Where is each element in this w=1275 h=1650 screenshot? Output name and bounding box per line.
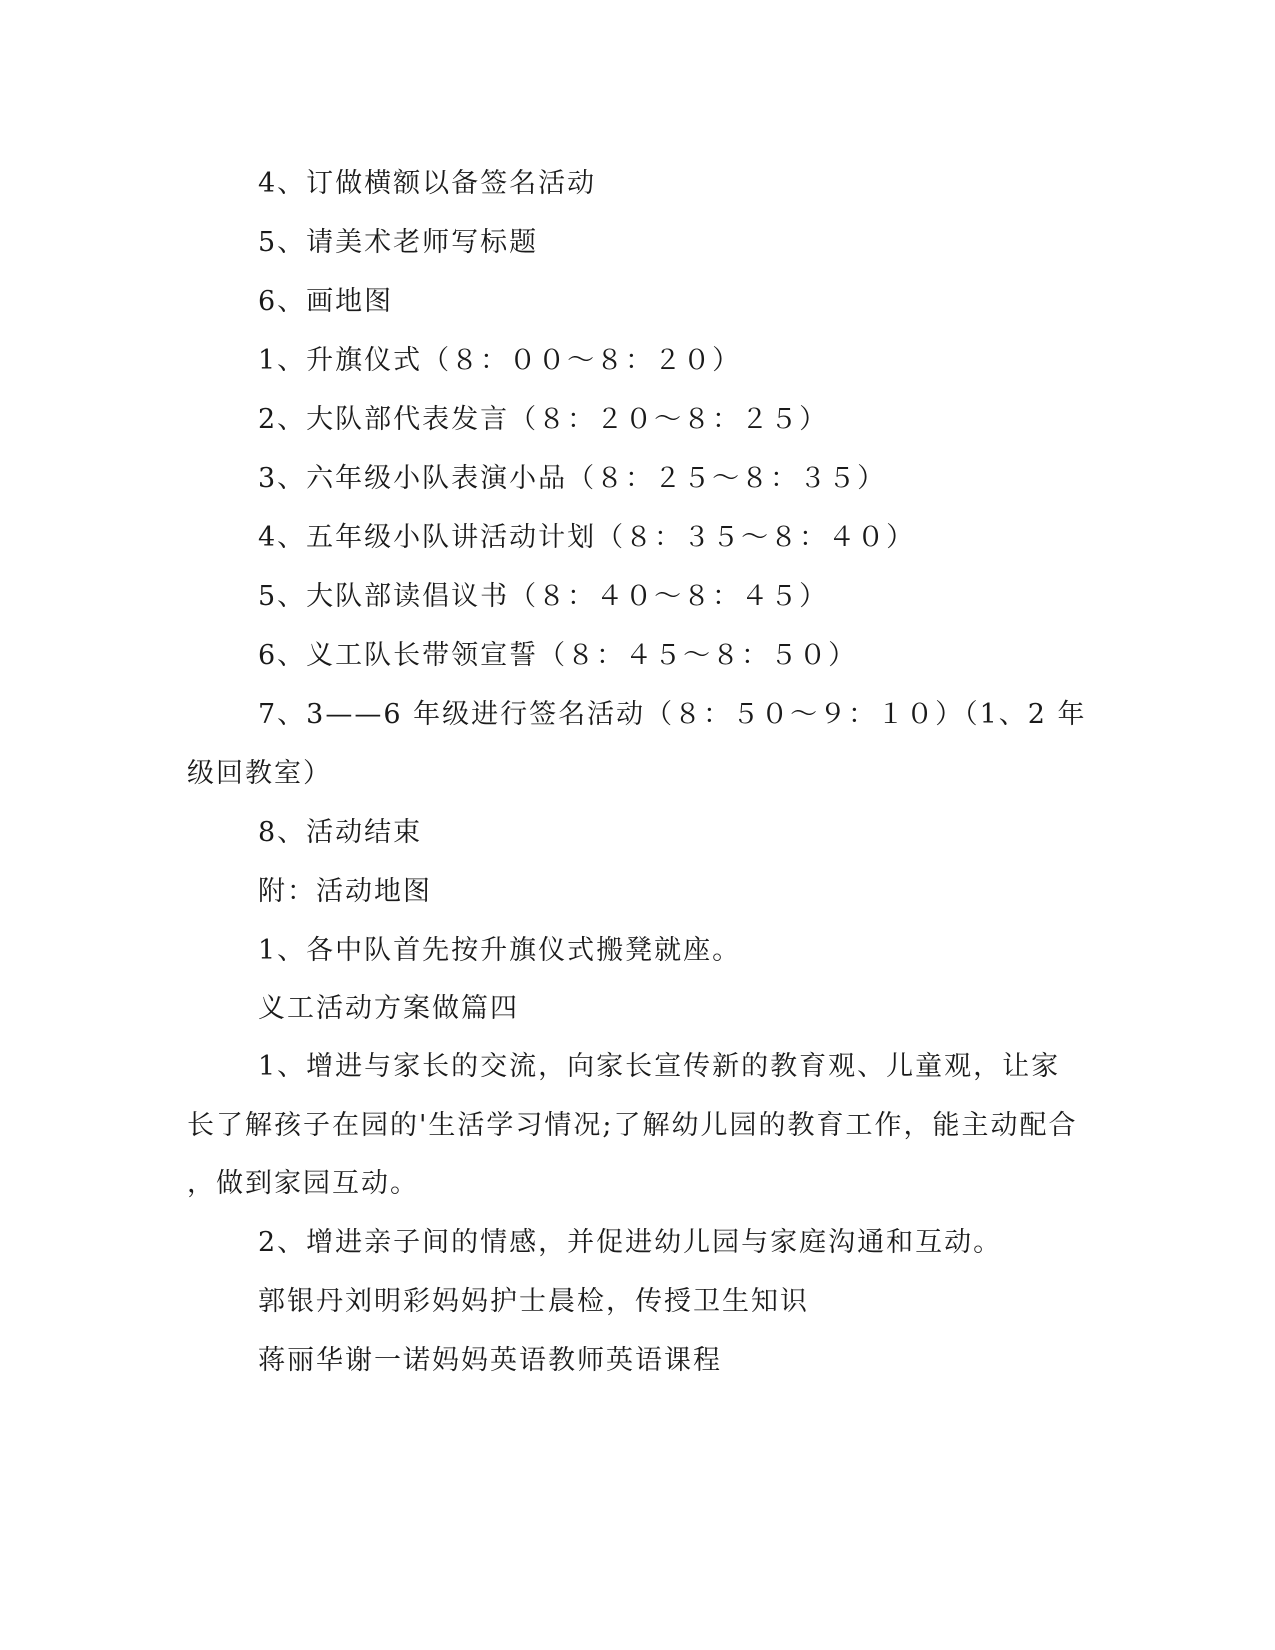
paragraph: 蒋丽华谢一诺妈妈英语教师英语课程 [258,1345,722,1376]
paragraph: 7、3——6 年级进行签名活动（８：５０～９：１０）（1、2 年 [258,699,1087,730]
paragraph: 2、大队部代表发言（８：２０～８：２５） [258,404,829,435]
paragraph: 5、大队部读倡议书（８：４０～８：４５） [258,581,829,612]
paragraph: 附：活动地图 [258,876,432,907]
paragraph: 8、活动结束 [258,817,423,848]
paragraph: 1、各中队首先按升旗仪式搬凳就座。 [258,935,742,966]
paragraph: 1、增进与家长的交流，向家长宣传新的教育观、儿童观，让家 [258,1051,1061,1082]
paragraph: 3、六年级小队表演小品（８：２５～８：３５） [258,463,887,494]
paragraph-continuation: ，做到家园互动。 [187,1168,419,1199]
paragraph: 4、五年级小队讲活动计划（８：３５～８：４０） [258,522,916,553]
paragraph: 6、义工队长带领宣誓（８：４５～８：５０） [258,640,858,671]
paragraph-continuation: 级回教室） [187,758,332,789]
paragraph: 4、订做横额以备签名活动 [258,168,597,199]
section-heading: 义工活动方案做篇四 [258,993,519,1024]
paragraph: 5、请美术老师写标题 [258,227,539,258]
paragraph: 2、增进亲子间的情感，并促进幼儿园与家庭沟通和互动。 [258,1227,1003,1258]
paragraph-continuation: 长了解孩子在园的'生活学习情况;了解幼儿园的教育工作，能主动配合 [187,1110,1078,1141]
paragraph: 郭银丹刘明彩妈妈护士晨检，传授卫生知识 [258,1286,809,1317]
paragraph: 1、升旗仪式（８：００～８：２０） [258,345,742,376]
paragraph: 6、画地图 [258,286,394,317]
